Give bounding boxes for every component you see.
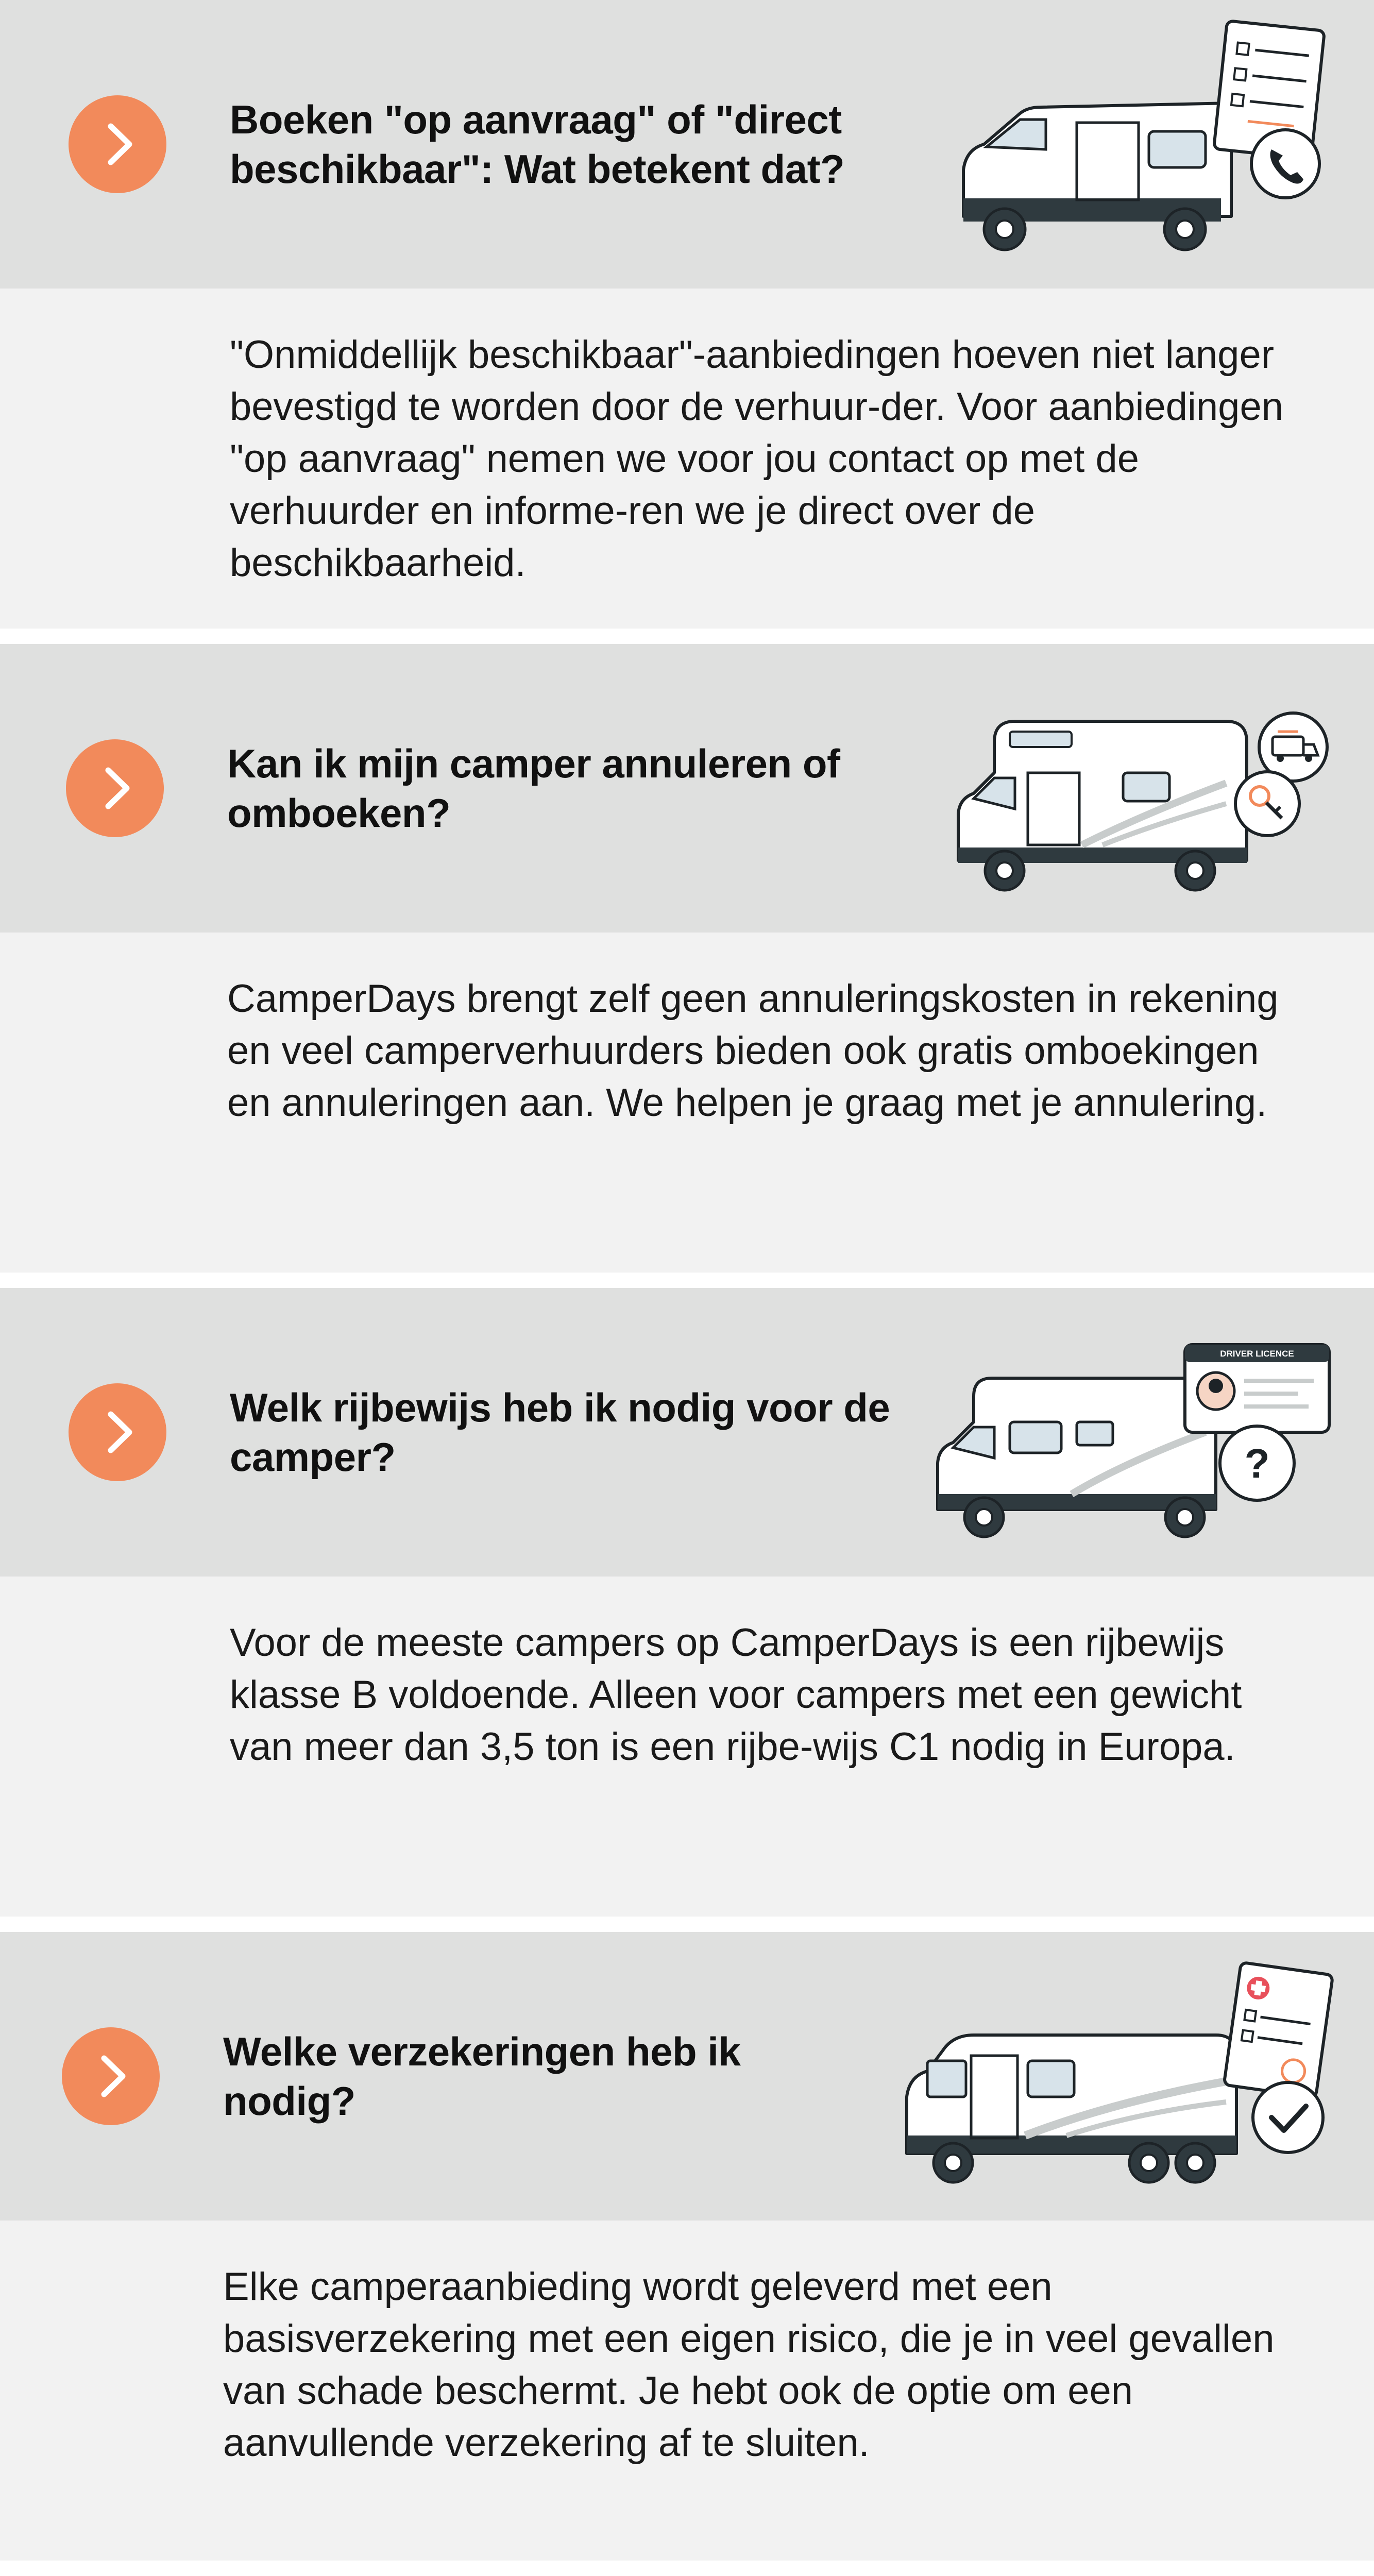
faq-item — [0, 644, 1374, 1273]
faq-answer: "Onmiddellijk beschikbaar"-aanbiedingen hoeven niet langer bevestigd te worden door de verhuur-der. Voor aanbiedingen "op aanvraag" nemen we voor jou contact op met de verhuurder en informe-ren we je direct over de beschikbaarheid. — [230, 333, 1283, 585]
faq-item — [0, 1932, 1374, 2561]
faq-answer-panel — [0, 933, 1374, 1273]
faq-question: Welke verzekeringen heb ik nodig? — [223, 2029, 741, 2124]
faq-question-row[interactable] — [0, 1932, 1374, 2221]
faq-question: Welk rijbewijs heb ik nodig voor de camper? — [230, 1385, 890, 1480]
faq-item — [0, 1288, 1374, 1917]
faq-question-row[interactable] — [0, 644, 1374, 933]
expand-toggle-button[interactable] — [62, 2027, 160, 2125]
camper-insurance-checkmark-icon — [896, 1932, 1339, 2221]
faq-answer: Voor de meeste campers op CamperDays is een rijbewijs klasse B voldoende. Alleen voor campers met een gewicht van meer dan 3,5 ton is een rijbe-wijs C1 nodig in Europa. — [230, 1621, 1242, 1769]
faq-question: Kan ik mijn camper annuleren of omboeken? — [227, 741, 840, 836]
faq-answer-panel — [0, 1577, 1374, 1917]
licence-label: DRIVER LICENCE — [1220, 1349, 1294, 1359]
chevron-right-icon — [62, 2027, 160, 2125]
faq-answer-panel — [0, 289, 1374, 629]
faq-question-row[interactable] — [0, 1288, 1374, 1577]
camper-van-checklist-phone-icon — [943, 0, 1355, 289]
chevron-right-icon — [69, 1383, 166, 1481]
chevron-right-icon — [69, 95, 166, 193]
faq-question-row[interactable] — [0, 0, 1374, 289]
faq-answer: Elke camperaanbieding wordt geleverd met een basisverzekering met een eigen risico, die je in veel gevallen van schade beschermt. Je hebt ook de optie om een aanvullende verzekering af te sluiten. — [223, 2265, 1275, 2465]
expand-toggle-button[interactable] — [66, 739, 164, 837]
faq-answer-panel — [0, 2221, 1374, 2561]
faq-answer: CamperDays brengt zelf geen annuleringskosten in rekening en veel camperverhuurders bieden ook gratis omboekingen en annuleringen aan. We helpen je graag met je annulering. — [227, 977, 1279, 1125]
svg-text:?: ? — [1244, 1440, 1270, 1486]
camper-driver-licence-question-icon — [927, 1288, 1339, 1577]
faq-question: Boeken "op aanvraag" of "direct beschikbaar": Wat betekent dat? — [230, 97, 845, 192]
faq-item — [0, 0, 1374, 629]
expand-toggle-button[interactable] — [69, 95, 166, 193]
expand-toggle-button[interactable] — [69, 1383, 166, 1481]
chevron-right-icon — [66, 739, 164, 837]
camper-rebook-keys-icon — [938, 644, 1350, 933]
